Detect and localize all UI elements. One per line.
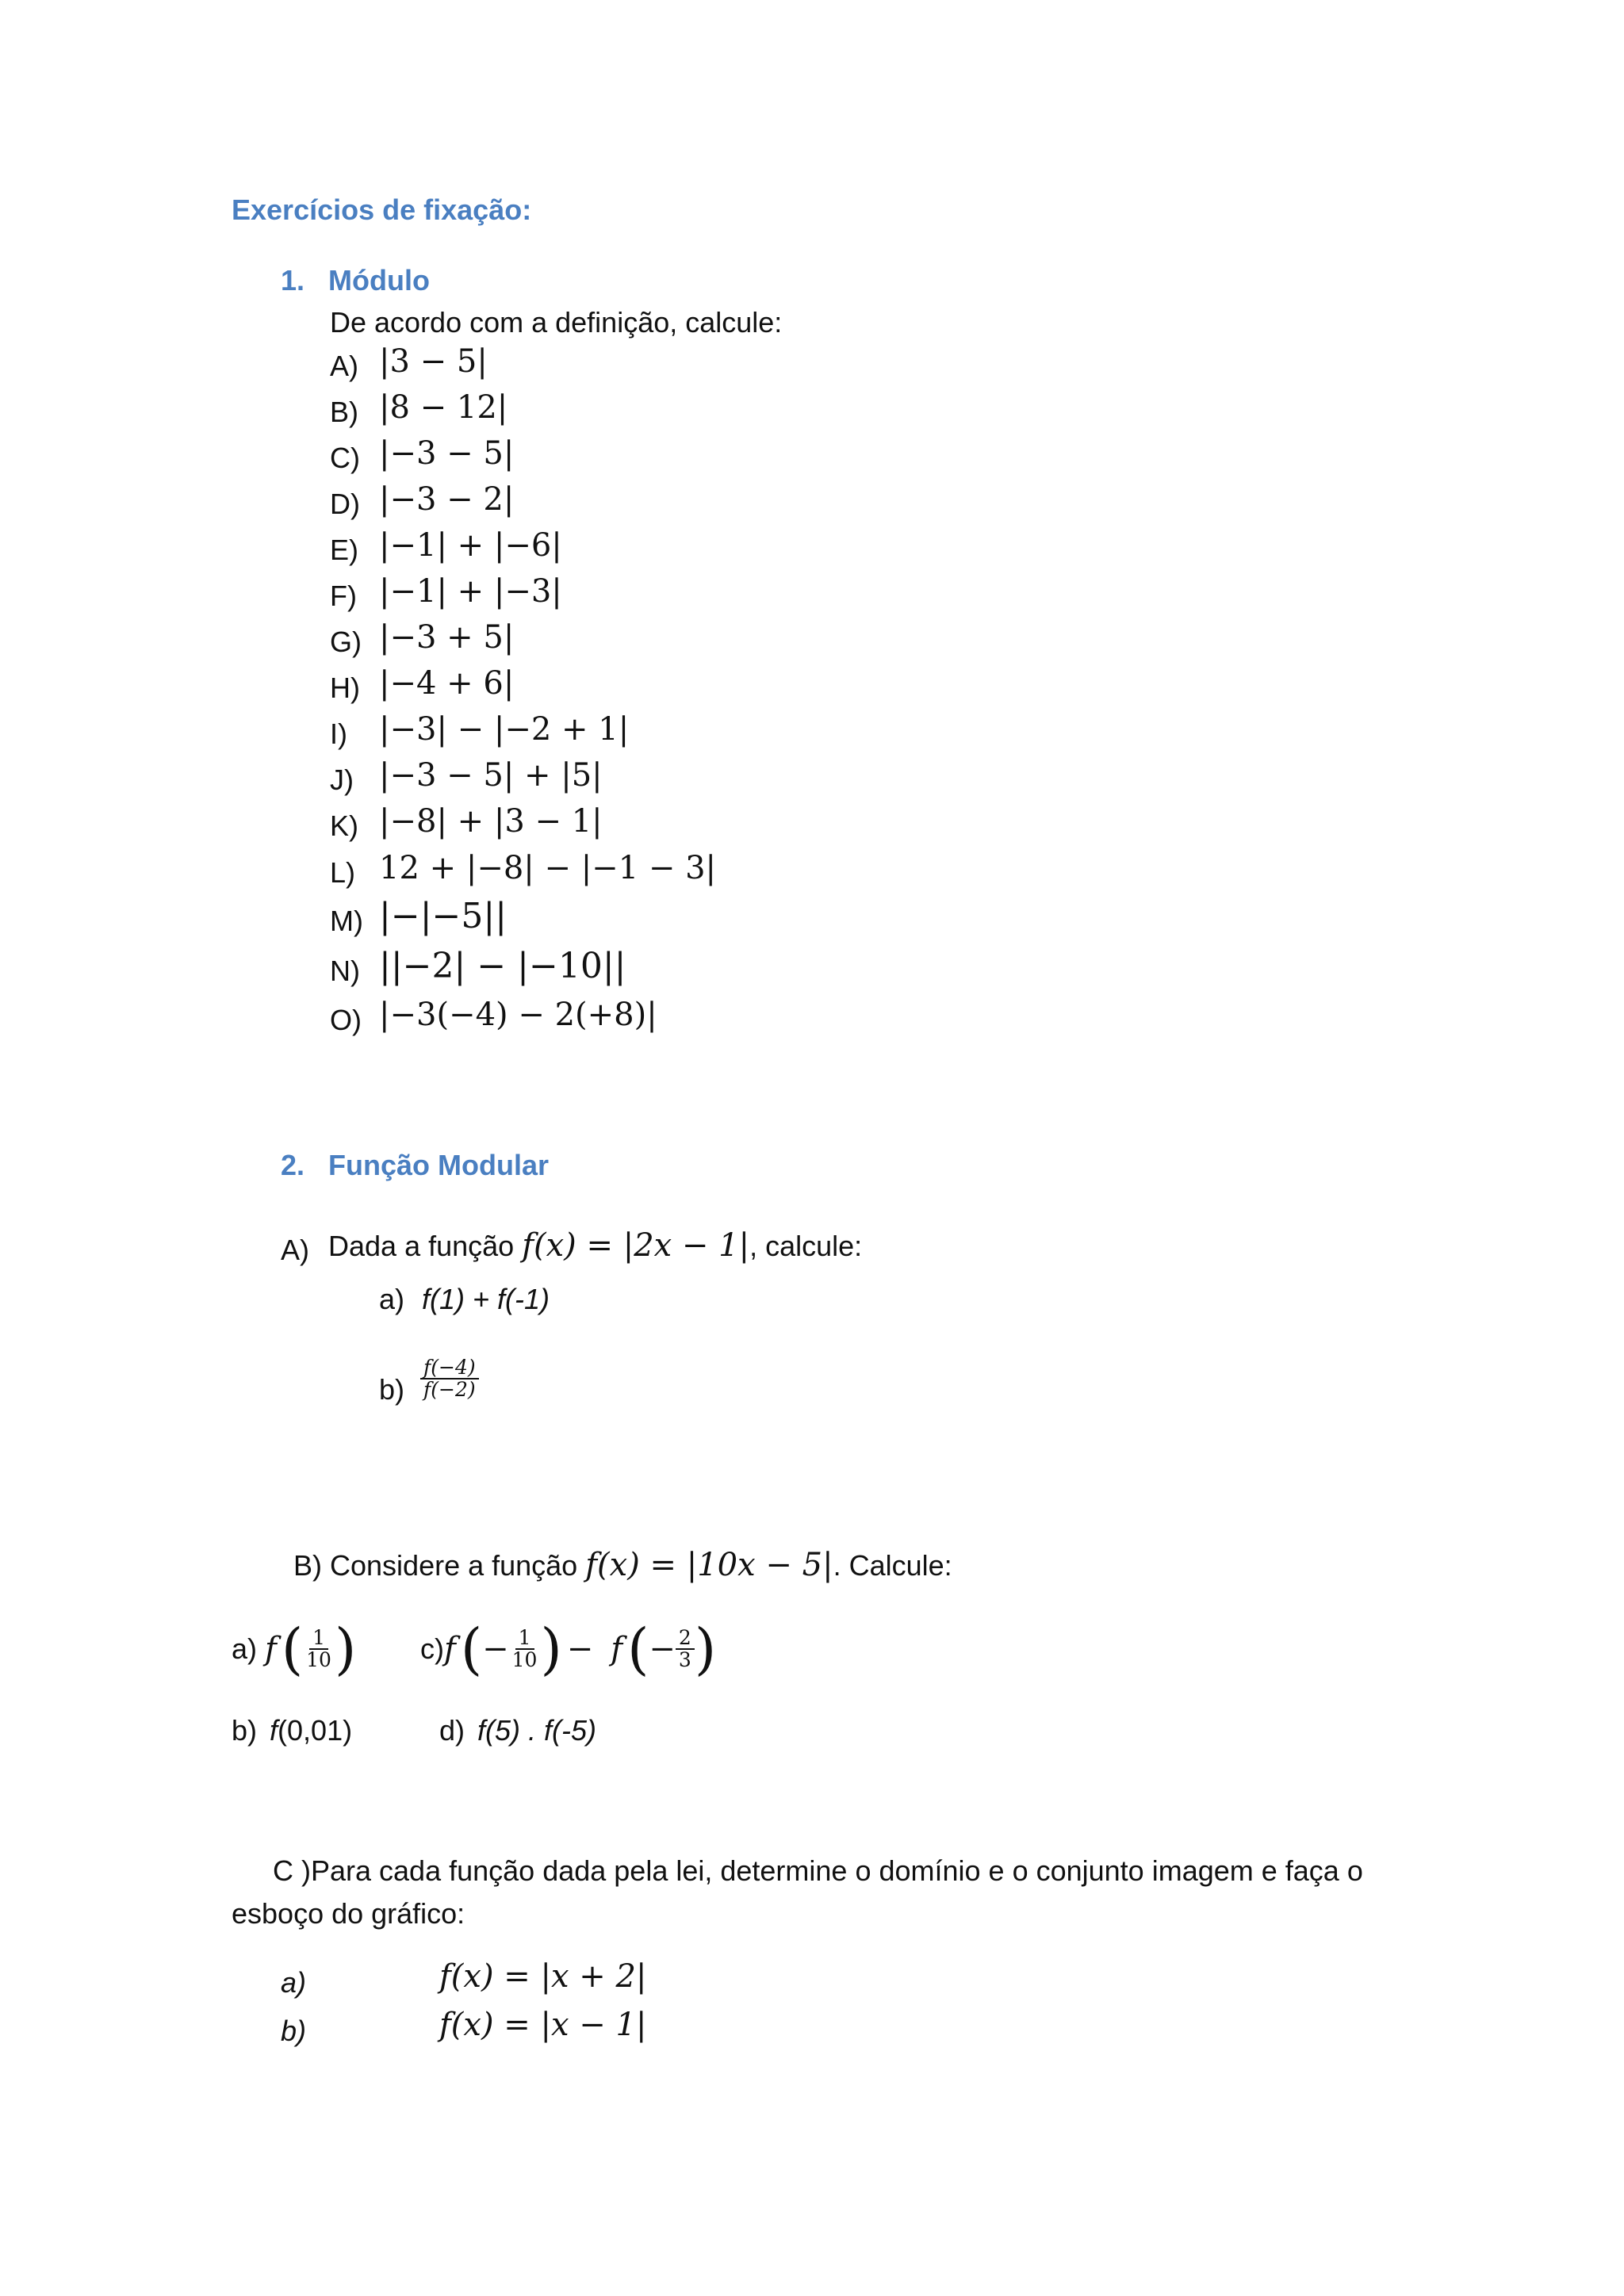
part-a-b-fraction	[420, 1357, 479, 1401]
part-c-line-2: esboço do gráfico:	[232, 1897, 465, 1930]
part-b-b-f: f	[270, 1714, 278, 1747]
part-b-function: f(x) = |10x − 5|	[585, 1547, 833, 1583]
part-a-a-label: a)	[379, 1283, 405, 1315]
item-expression: |−3| − |−2 + 1|	[379, 711, 630, 748]
item-expression: |−3 − 2|	[379, 481, 515, 518]
item-expression: |−1| + |−6|	[379, 527, 562, 564]
item-label: A)	[330, 350, 358, 382]
item-label: G)	[330, 626, 362, 658]
fraction-numerator: 2	[676, 1628, 695, 1650]
item-label: D)	[330, 488, 360, 520]
part-b-d	[439, 1714, 596, 1747]
item-label: M)	[330, 905, 363, 937]
section-2-number: 2.	[281, 1149, 305, 1181]
part-a-a-expression: f(1) + f(-1)	[422, 1283, 550, 1315]
item-expression: |−3 − 5| + |5|	[379, 757, 603, 794]
fraction-denominator: 10	[306, 1648, 331, 1671]
item-expression: |−8| + |3 − 1|	[379, 803, 603, 840]
item-expression: |−3 − 5|	[379, 435, 515, 472]
fraction-numerator: f(−4)	[420, 1357, 479, 1380]
part-b-c-f1: f	[444, 1631, 456, 1667]
part-a-text-after: , calcule:	[749, 1230, 863, 1262]
part-b-d-label: d)	[439, 1714, 465, 1747]
item-label: K)	[330, 809, 358, 842]
fraction-denominator: 3	[678, 1648, 691, 1671]
item-label: N)	[330, 955, 360, 987]
item-label: I)	[330, 718, 347, 750]
item-expression: 12 + |−8| − |−1 − 3|	[379, 850, 717, 886]
part-c-b-label: b)	[281, 2015, 307, 2047]
item-expression: |−4 + 6|	[379, 665, 515, 702]
part-b-b-arg: (0,01)	[278, 1714, 353, 1747]
part-b-a-f: f	[265, 1631, 277, 1667]
part-a-statement	[328, 1227, 862, 1264]
item-label: H)	[330, 672, 360, 704]
part-a-text: Dada a função	[328, 1230, 515, 1262]
item-expression: |−3(−4) − 2(+8)|	[379, 997, 657, 1033]
part-b-d-expression: f(5) . f(-5)	[477, 1714, 597, 1747]
item-expression: |−1| + |−3|	[379, 573, 562, 610]
part-b-c-label: c)	[420, 1632, 444, 1665]
item-label: F)	[330, 580, 357, 612]
item-expression: |3 − 5|	[379, 343, 488, 380]
part-c-a-function: f(x) = |x + 2|	[439, 1958, 647, 1995]
item-expression: |−3 + 5|	[379, 619, 515, 656]
part-b-a: a) f ( $\frac{1}{10}$ )	[232, 1617, 357, 1682]
item-label: E)	[330, 534, 358, 566]
part-c-line-1: C )Para cada função dada pela lei, determine o domínio e o conjunto imagem e faça o	[273, 1854, 1363, 1887]
part-b-c-minus: −	[566, 1631, 594, 1667]
part-a-label: A)	[281, 1234, 309, 1266]
part-b-c: c) f ( − $\frac{1}{10}$ ) − f ( − $\frac{2}{3}$ )	[420, 1617, 717, 1682]
part-b-b	[232, 1714, 352, 1747]
item-expression: |8 − 12|	[379, 389, 508, 426]
part-c-b-function: f(x) = |x − 1|	[439, 2007, 647, 2043]
part-b-c-f2: f	[611, 1631, 623, 1667]
item-label: J)	[330, 763, 354, 796]
part-b-a-label: a)	[232, 1632, 258, 1665]
part-b-text-after: . Calcule:	[833, 1549, 952, 1582]
part-a-function: f(x) = |2x − 1|	[522, 1227, 750, 1264]
item-label: L)	[330, 856, 356, 889]
item-label: O)	[330, 1004, 362, 1036]
part-b-statement	[293, 1547, 952, 1583]
item-expression: |−|−5||	[379, 896, 508, 936]
part-a-b-label: b)	[379, 1373, 405, 1406]
item-label: C)	[330, 442, 360, 474]
part-b-text: B) Considere a função	[293, 1549, 578, 1582]
section-1-number: 1.	[281, 264, 305, 297]
section-1-heading: Módulo	[328, 264, 430, 297]
fraction-numerator: 1	[515, 1628, 534, 1650]
section-1-intro: De acordo com a definição, calcule:	[330, 306, 783, 339]
item-label: B)	[330, 396, 358, 428]
part-b-b-label: b)	[232, 1714, 258, 1747]
fraction-denominator: 10	[511, 1648, 538, 1671]
part-c-a-label: a)	[281, 1966, 307, 1999]
item-expression: ||−2| − |−10||	[379, 946, 626, 986]
fraction-numerator: 1	[309, 1628, 328, 1650]
fraction-denominator: f(−2)	[423, 1378, 476, 1402]
section-2-heading: Função Modular	[328, 1149, 549, 1181]
page-title: Exercícios de fixação:	[232, 193, 532, 226]
